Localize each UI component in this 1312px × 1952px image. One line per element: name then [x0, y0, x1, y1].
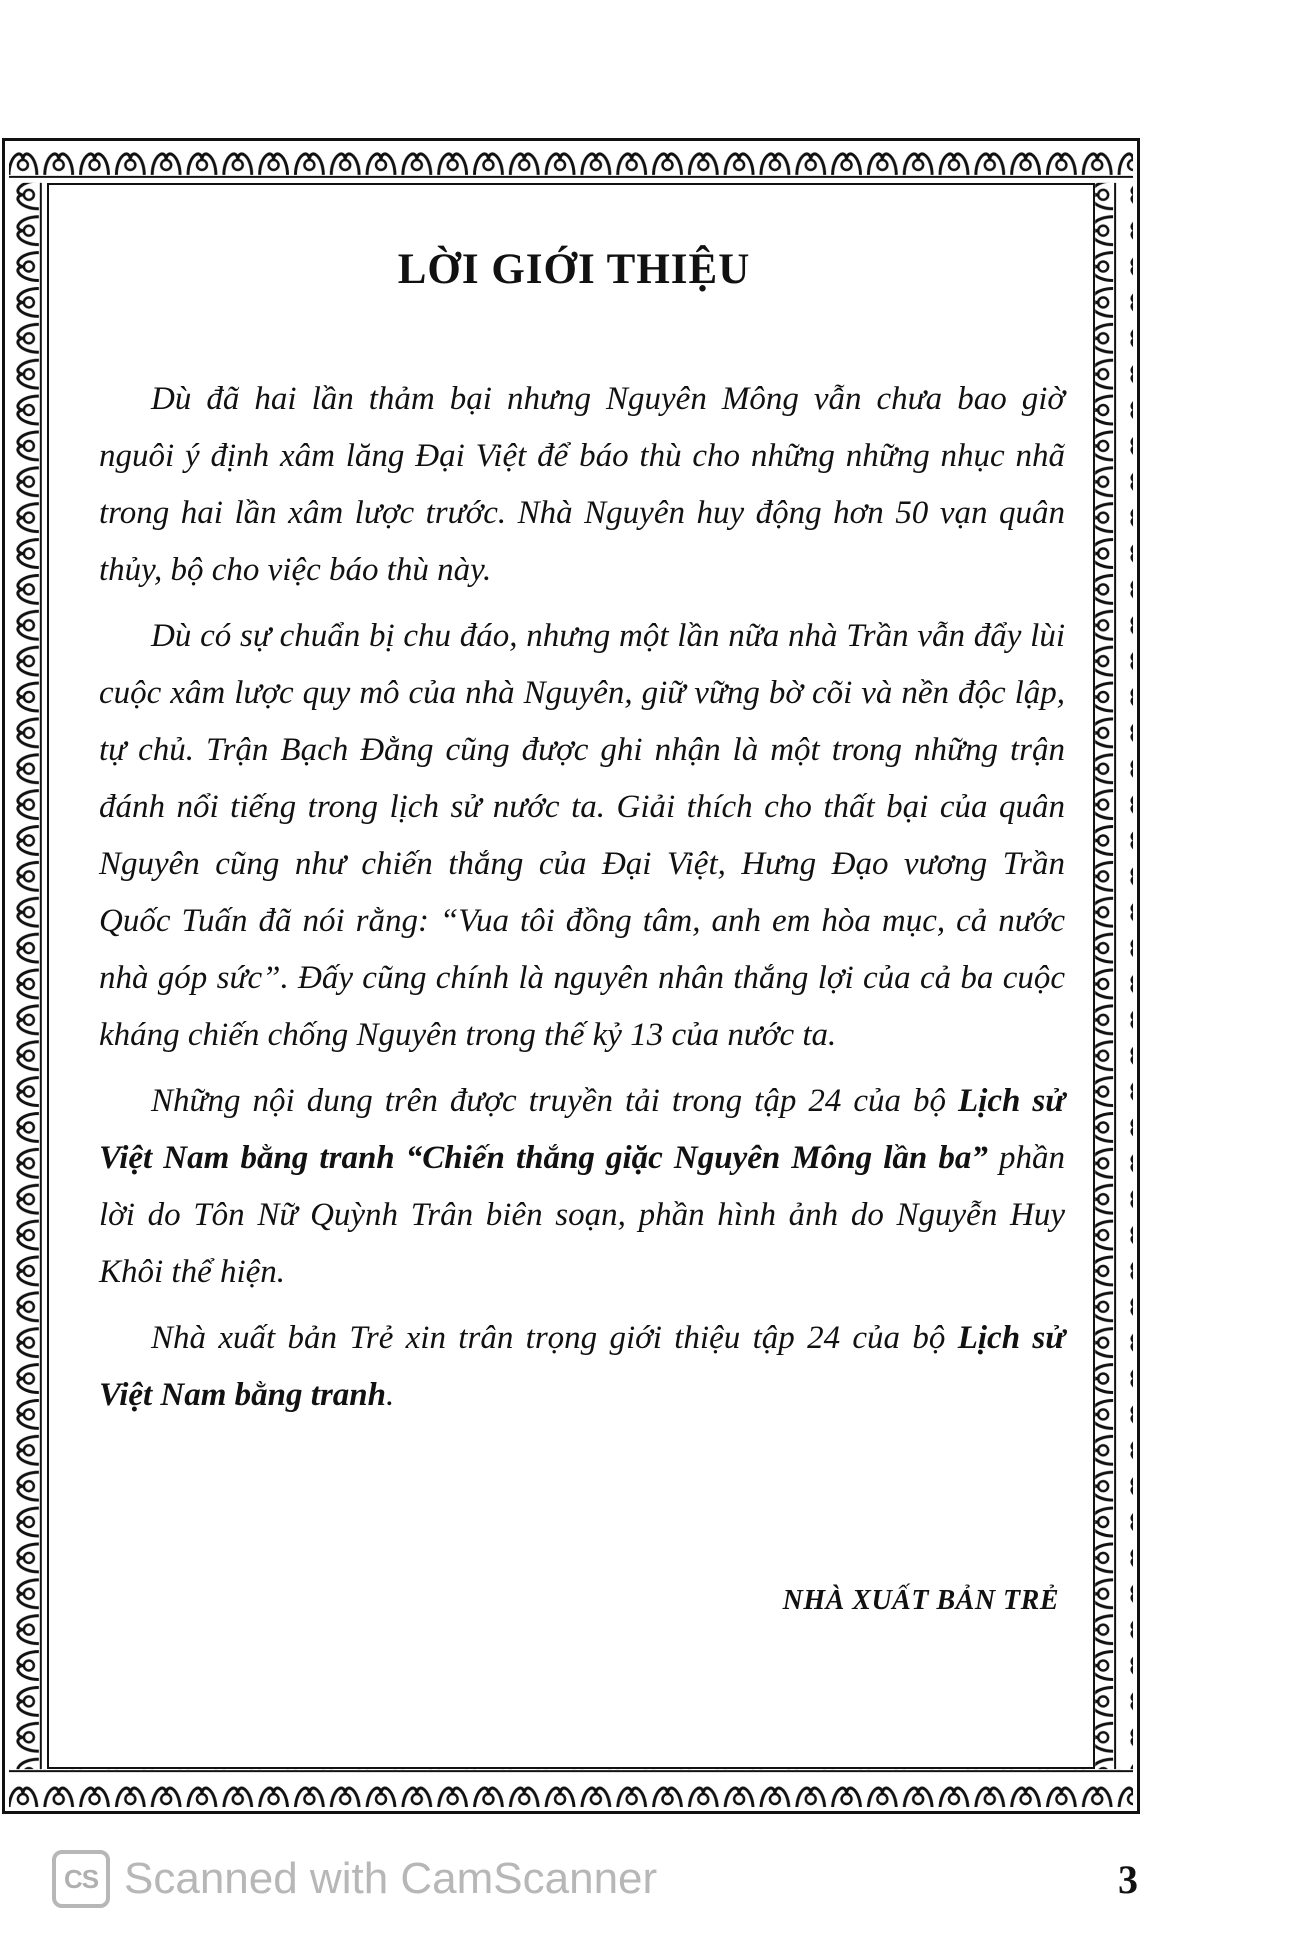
- paragraph-3: Những nội dung trên được truyền tải trong tập 24 của bộ Lịch sử Việt Nam bằng tranh “Chiến thắng giặc Nguyên Mông lần ba” phần lời do Tôn Nữ Quỳnh Trân biên soạn, phần hình ảnh do Nguyễn Huy Khôi thể hiện.: [99, 1083, 1066, 1290]
- camscanner-watermark: [52, 1850, 657, 1908]
- paragraph-1: Dù đã hai lần thảm bại nhưng Nguyên Mông vẫn chưa bao giờ nguôi ý định xâm lăng Đại Việt để báo thù cho những những nhục nhã trong hai lần xâm lược trước. Nhà Nguyên huy động hơn 50 vạn quân thủy, bộ cho việc báo thù này.: [99, 381, 1065, 588]
- paragraph-2: Dù có sự chuẩn bị chu đáo, nhưng một lần nữa nhà Trần vẫn đẩy lùi cuộc xâm lược quy mô của nhà Nguyên, giữ vững bờ cõi và nền độc lập, tự chủ. Trận Bạch Đằng cũng được ghi nhận là một trong những trận đánh nổi tiếng trong lịch sử nước ta. Giải thích cho thất bại của quân Nguyên cũng như chiến thắng của Đại Việt, Hưng Đạo vương Trần Quốc Tuấn đã nói rằng: “Vua tôi đồng tâm, anh em hòa mục, cả nước nhà góp sức”. Đấy cũng chính là nguyên nhân thắng lợi của cả ba cuộc kháng chiến chống Nguyên trong thế kỷ 13 của nước ta.: [99, 618, 1065, 1053]
- introduction-body: [99, 371, 1065, 1433]
- decorative-frame: [2, 138, 1140, 1814]
- camscanner-logo-icon: CS: [52, 1850, 110, 1908]
- paragraph-4: Nhà xuất bản Trẻ xin trân trọng giới thiệu tập 24 của bộ Lịch sử Việt Nam bằng tranh.: [99, 1320, 1065, 1413]
- watermark-text: Scanned with CamScanner: [124, 1854, 658, 1903]
- page-number: 3: [1118, 1857, 1138, 1902]
- series-title-bold: Lịch sử Việt Nam bằng tranh “Chiến thắng giặc Nguyên Mông lần ba”: [99, 1083, 1065, 1176]
- series-name-bold: Lịch sử Việt Nam bằng tranh: [99, 1320, 1065, 1413]
- page-title: LỜI GIỚI THIỆU: [397, 246, 751, 293]
- publisher-signature: NHÀ XUẤT BẢN TRẺ: [782, 1585, 1059, 1616]
